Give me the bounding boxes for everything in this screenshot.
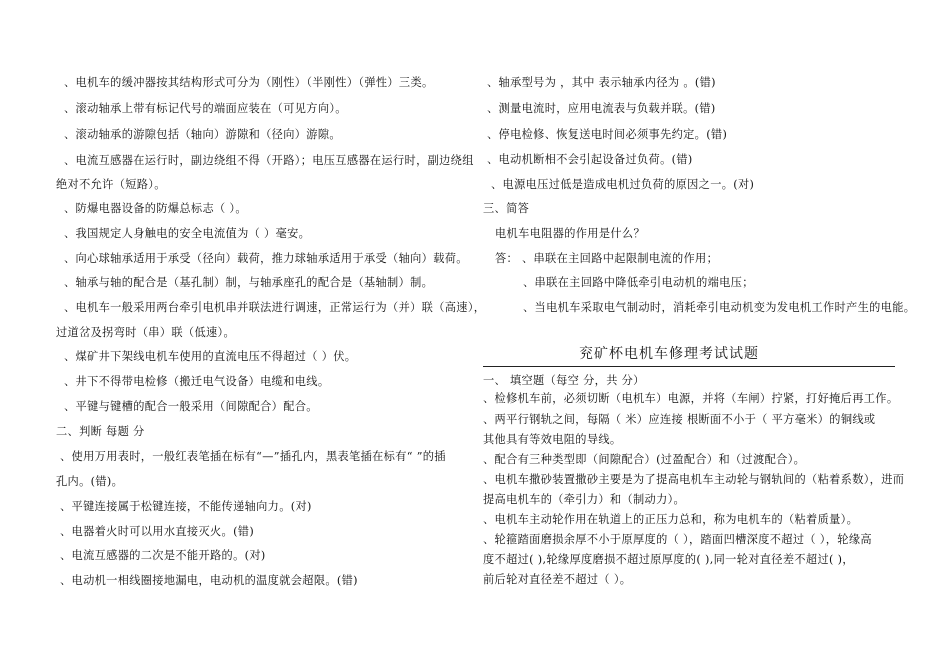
text-line: 、轴承与轴的配合是（基孔制）制，与轴承座孔的配合是（基轴制）制。	[64, 276, 434, 289]
answer-line: 、当电机车采取电气制动时，消耗牵引电动机变为发电机工作时产生的电能。	[523, 301, 916, 314]
text-line: 度不超过( ),轮缘厚度磨损不超过原厚度的( ),同一轮对直径差不超过( )，	[483, 553, 854, 566]
answer-line: 、串联在主回路中降低牵引电动机的端电压；	[523, 276, 754, 289]
text-line: 绝对不允许（短路）。	[56, 178, 166, 191]
text-line: 、检修机车前，必须切断（电机车）电源，并将（车闸）拧紧，打好掩后再工作。	[483, 392, 899, 405]
text-line: 、电机车主动轮作用在轨道上的正压力总和，称为电机车的（粘着质量）。	[483, 513, 859, 526]
text-line: 、向心球轴承适用于承受（径向）载荷，推力球轴承适用于承受（轴向）载荷。	[64, 252, 468, 265]
exam-title: 兖矿杯电机车修理考试试题	[579, 346, 759, 362]
text-line: 、电流互感器的二次是不能开路的。(对)	[60, 549, 266, 562]
text-line: 、轴承型号为 ，其中 表示轴承内径为 。(错)	[487, 76, 716, 89]
text-line: 、使用万用表时，一般红表笔插在标有“—”插孔内，黑表笔插在标有“ ”的插	[60, 450, 446, 463]
text-line: 、煤矿井下架线电机车使用的直流电压不得超过（ ）伏。	[64, 350, 357, 363]
section-heading: 一、 填空题（每空 分，共 分）	[483, 374, 645, 387]
text-line: 、滚动轴承的游隙包括（轴向）游隙和（径向）游隙。	[64, 128, 341, 141]
text-line: 、电源电压过低是造成电机过负荷的原因之一。(对)	[491, 178, 755, 191]
text-line: 、停电检修、恢复送电时间必须事先约定。(错)	[487, 128, 728, 141]
text-line: 前后轮对直径差不超过（ ）。	[483, 573, 632, 586]
text-line: 、两平行钢轨之间，每隔（ 米）应连接 根断面不小于（ 平方毫米）的铜线或	[483, 413, 876, 426]
text-line: 、防爆电器设备的防爆总标志（ ）。	[64, 202, 247, 215]
text-line: 过道岔及拐弯时（串）联（低速）。	[56, 326, 236, 339]
text-line: 、平键与键槽的配合一般采用（间隙配合）配合。	[64, 400, 318, 413]
text-line: 、电机车的缓冲器按其结构形式可分为（刚性）（半刚性）（弹性）三类。	[64, 76, 434, 89]
section-heading: 三、简答	[483, 202, 530, 215]
text-line: 提高电机车的（牵引力）和（制动力）。	[483, 493, 686, 506]
text-line: 、电流互感器在运行时，副边绕组不得（开路）；电压互感器在运行时，副边绕组	[64, 154, 474, 167]
question-text: 电机车电阻器的作用是什么？	[495, 227, 645, 240]
answer-line: 答： 、串联在主回路中起限制电流的作用；	[495, 252, 719, 265]
text-line: 孔内。(错)。	[56, 475, 124, 488]
text-line: 、电机车撒砂装置撒砂主要是为了提高电机车主动轮与钢轨间的（粘着系数），进而	[483, 473, 905, 486]
text-line: 、滚动轴承上带有标记代号的端面应装在（可见方向）。	[64, 102, 347, 115]
text-line: 、电机车一般采用两台牵引电机串并联法进行调速，正常运行为（并）联（高速），	[64, 301, 486, 314]
text-line: 、电动机一相线圈接地漏电，电动机的温度就会超限。(错)	[60, 574, 358, 587]
text-line: 、电动机断相不会引起设备过负荷。(错)	[487, 153, 693, 166]
text-line: 、轮箍踏面磨损余厚不小于原厚度的（ ），踏面凹槽深度不超过（ ），轮缘高	[483, 533, 872, 546]
text-line: 、电器着火时可以用水直接灭火。(错)	[60, 525, 255, 538]
section-heading: 二、判断 每题 分	[56, 425, 145, 438]
text-line: 、我国规定人身触电的安全电流值为（ ）毫安。	[64, 227, 311, 240]
text-line: 其他具有等效电阻的导线。	[483, 433, 622, 446]
text-line: 、井下不得带电检修（搬迁电气设备）电缆和电线。	[64, 375, 330, 388]
text-line: 、平键连接属于松键连接，不能传递轴向力。(对)	[60, 500, 312, 513]
text-line: 、测量电流时，应用电流表与负载并联。(错)	[487, 102, 716, 115]
text-line: 、配合有三种类型即（间隙配合）(过盈配合）和（过渡配合）。	[483, 453, 806, 466]
title-rule	[483, 366, 895, 367]
